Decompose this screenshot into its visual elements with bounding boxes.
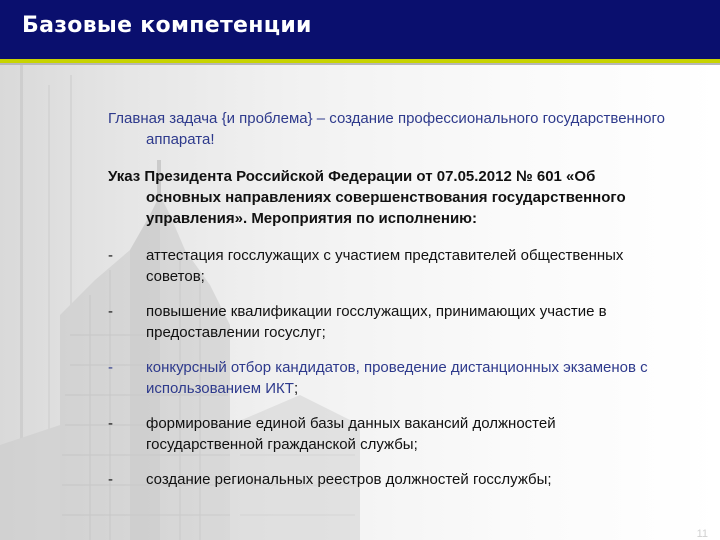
list-item-suffix: ; xyxy=(293,380,299,397)
header-bar xyxy=(0,0,720,59)
intro-text: Главная задача {и проблема} – создание профессионального государственного аппарата! xyxy=(108,110,665,148)
list-item-text: повышение квалификации госслужащих, принимающих участие в предоставлении госуслуг; xyxy=(146,303,607,341)
list-item xyxy=(108,357,668,399)
list-item-text: конкурсный отбор кандидатов, проведение дистанционных экзаменов с использованием ИКТ xyxy=(146,359,648,397)
list-item xyxy=(108,245,668,287)
bullet-dash: - xyxy=(108,359,113,376)
list-item xyxy=(108,469,668,490)
list-item xyxy=(108,301,668,343)
main-content xyxy=(108,108,668,504)
bullet-dash: - xyxy=(108,303,113,320)
list-item-text: создание региональных реестров должностей госслужбы; xyxy=(146,471,552,488)
decree-text: Указ Президента Российской Федерации от 07.05.2012 № 601 «Об основных направлениях совершенствования государственного управления». Мероприятия по исполнению: xyxy=(108,168,626,227)
bullet-dash: - xyxy=(108,247,113,264)
bullet-dash: - xyxy=(108,471,113,488)
page-number: 11 xyxy=(696,528,708,540)
list-item xyxy=(108,413,668,455)
page-title: Базовые компетенции xyxy=(22,13,312,38)
list-item-text: аттестация госслужащих с участием представителей общественных советов; xyxy=(146,247,624,285)
bullet-dash: - xyxy=(108,415,113,432)
divider xyxy=(0,63,720,65)
list-item-text: формирование единой базы данных вакансий должностей государственной гражданской службы; xyxy=(146,415,556,453)
